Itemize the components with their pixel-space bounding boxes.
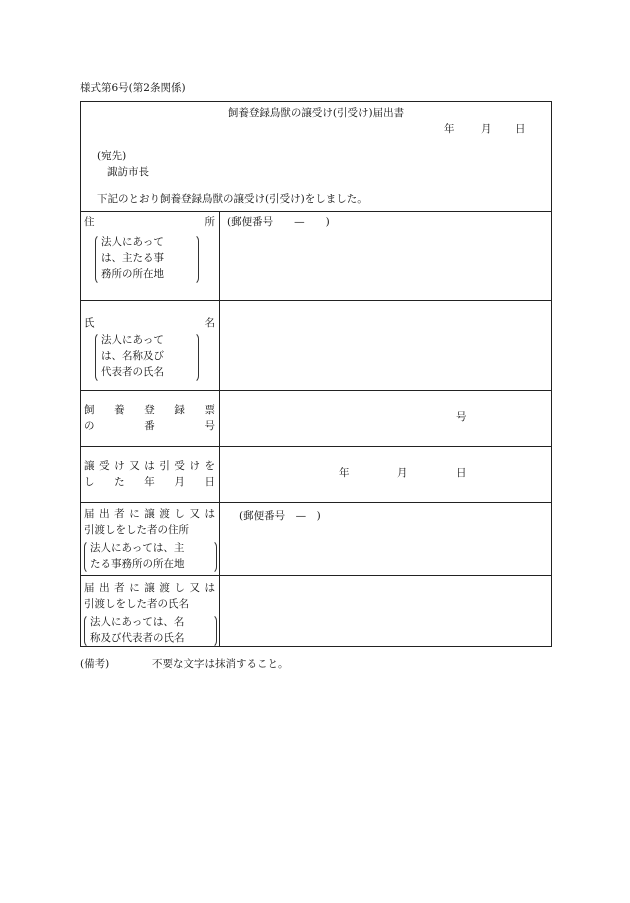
statement-text: 下記のとおり飼養登録鳥獣の譲受け(引受け)をしました。 [97, 193, 368, 205]
giver-name-label-line1: 届 出 者 に 譲 渡 し 又 は [84, 582, 215, 594]
transfer-month: 月 [397, 467, 408, 479]
giver-address-label-line2: 引渡しをした者の住所 [84, 524, 189, 536]
form-reference: 様式第6号(第2条関係) [80, 82, 186, 94]
address-postal-field[interactable]: (郵便番号 — ) [227, 216, 330, 228]
name-label: 氏 名 [84, 317, 215, 329]
row-divider [81, 211, 551, 212]
transfer-date-label-line1: 譲 受 け 又 は 引 受 け を [84, 460, 215, 472]
row-divider [81, 390, 551, 391]
transfer-day: 日 [456, 467, 467, 479]
name-paren-text: 法人にあって は、名称及び 代表者の氏名 [101, 334, 164, 378]
giver-postal-field[interactable]: (郵便番号 — ) [239, 510, 321, 522]
giver-address-label-line1: 届 出 者 に 譲 渡 し 又 は [84, 508, 215, 520]
addressee-prefix: (宛先) [97, 150, 127, 162]
registration-label-line2: の 番 号 [84, 420, 215, 432]
giver-name-field[interactable] [227, 580, 543, 642]
addressee-name: 諏訪市長 [107, 166, 149, 178]
address-label: 住 所 [84, 216, 215, 228]
note-label: (備考) [80, 658, 110, 670]
giver-name-paren-text: 法人にあっては、名 称及び代表者の氏名 [90, 616, 185, 644]
row-divider [81, 575, 551, 576]
giver-name-label-line2: 引渡しをした者の氏名 [84, 598, 189, 610]
address-paren-text: 法人にあって は、主たる事 務所の所在地 [101, 236, 164, 280]
header-day: 日 [515, 123, 526, 135]
header-year: 年 [444, 123, 455, 135]
form-title: 飼養登録鳥獣の譲受け(引受け)届出書 [227, 107, 405, 119]
transfer-date-label-line2: し た 年 月 日 [84, 476, 215, 488]
name-field[interactable] [227, 306, 543, 384]
giver-address-paren-text: 法人にあっては、主 たる事務所の所在地 [90, 542, 185, 570]
registration-label-line1: 飼 養 登 録 票 [84, 404, 215, 416]
note-text: 不要な文字は抹消すること。 [152, 658, 289, 670]
row-divider [81, 446, 551, 447]
registration-number-suffix: 号 [456, 411, 467, 423]
notification-form [80, 101, 552, 647]
header-month: 月 [481, 123, 492, 135]
transfer-year: 年 [339, 467, 350, 479]
row-divider [81, 502, 551, 503]
row-divider [81, 300, 551, 301]
column-divider [219, 211, 220, 646]
